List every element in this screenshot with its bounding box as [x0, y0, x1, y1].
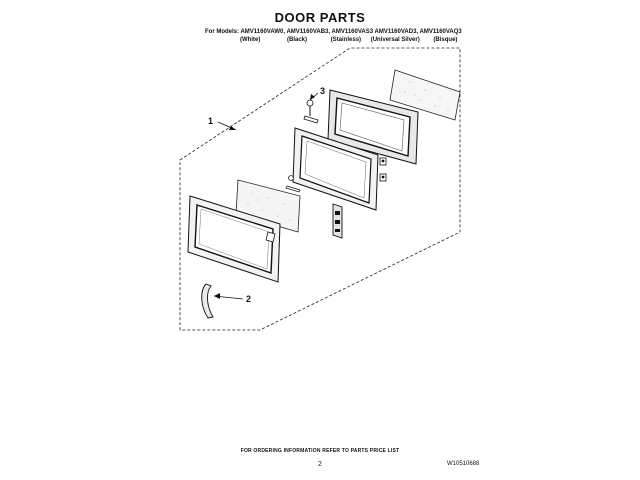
hinge-clip-upper: [380, 158, 386, 165]
color-black: (Black): [287, 37, 308, 43]
ordering-note: FOR ORDERING INFORMATION REFER TO PARTS PRICE LIST: [240, 448, 400, 454]
page-title: DOOR PARTS: [274, 10, 366, 25]
models-line: For Models: AMV1160VAW0, AMV1160VAB3, AMV1160VAS3 AMV1160VAD3, AMV1160VAQ3: [205, 29, 462, 35]
callout-3-arrowhead: [310, 94, 315, 100]
callout-2: 2: [246, 294, 252, 304]
color-stainless: (Stainless): [330, 37, 362, 43]
hinge-clip-lower: [380, 174, 386, 181]
latch-spring-part: [304, 100, 318, 123]
color-universal-silver: (Universal Silver): [370, 37, 420, 43]
color-white: (White): [240, 37, 261, 43]
callout-2-arrowhead: [214, 293, 220, 299]
callout-3: 3: [320, 86, 326, 96]
door-latch-assembly: [333, 204, 342, 238]
document-id: W10510688: [447, 461, 480, 467]
door-handle: [202, 284, 213, 318]
color-bisque: (Bisque): [433, 37, 458, 43]
callout-1: 1: [208, 116, 214, 126]
page-number: 2: [318, 461, 322, 468]
